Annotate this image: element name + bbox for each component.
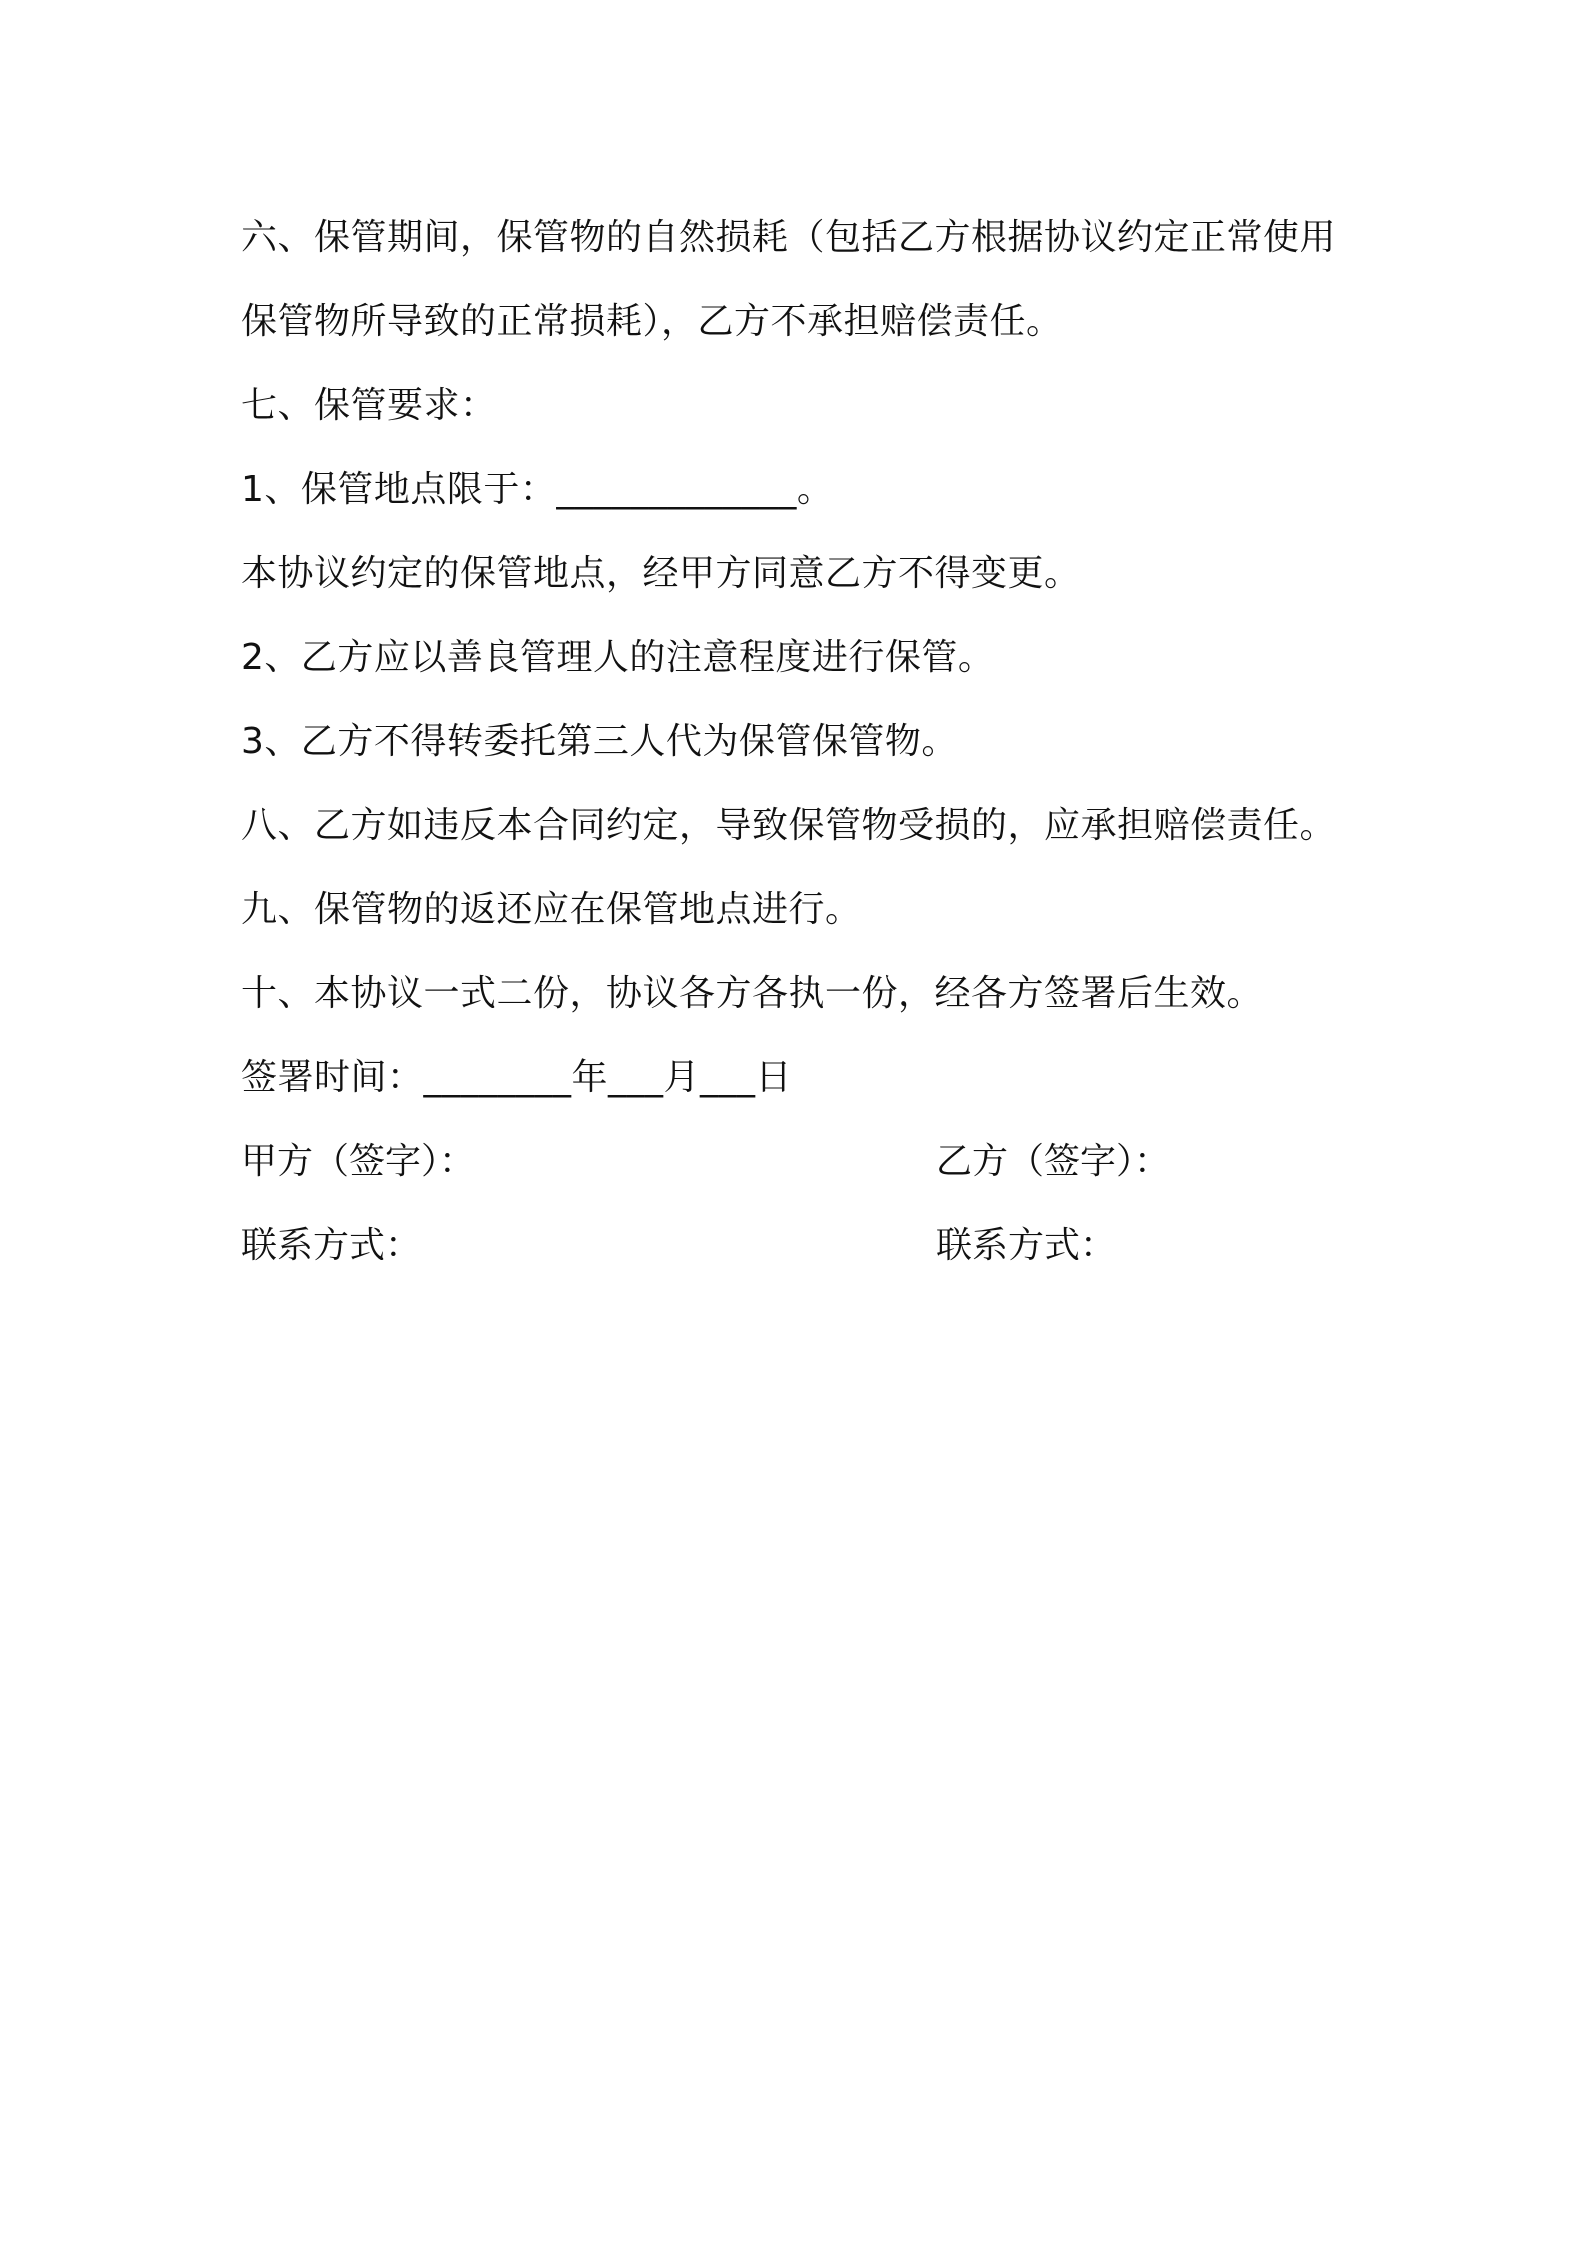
signature-row — [241, 1120, 1361, 1204]
clause-7-item-1: 1、保管地点限于：_____________。 — [241, 469, 834, 510]
clause-9: 九、保管物的返还应在保管地点进行。 — [241, 889, 862, 930]
party-a-contact: 联系方式： — [241, 1225, 422, 1266]
party-b-signature: 乙方（签字）： — [936, 1141, 1171, 1182]
signing-date: 签署时间：________年___月___日 — [241, 1057, 793, 1098]
contact-row — [241, 1204, 1361, 1288]
clause-7-note: 本协议约定的保管地点，经甲方同意乙方不得变更。 — [241, 553, 1081, 594]
clause-7-heading: 七、保管要求： — [241, 385, 497, 426]
clause-6-line-2: 保管物所导致的正常损耗），乙方不承担赔偿责任。 — [241, 301, 1063, 342]
party-a-signature: 甲方（签字）： — [241, 1141, 476, 1182]
clause-7-item-3: 3、乙方不得转委托第三人代为保管保管物。 — [241, 721, 958, 762]
party-b-contact: 联系方式： — [936, 1225, 1117, 1266]
clause-10: 十、本协议一式二份，协议各方各执一份，经各方签署后生效。 — [241, 973, 1264, 1014]
document-body — [241, 196, 1361, 1288]
clause-7-item-2: 2、乙方应以善良管理人的注意程度进行保管。 — [241, 637, 995, 678]
clause-6-line-1: 六、保管期间，保管物的自然损耗（包括乙方根据协议约定正常使用 — [241, 217, 1337, 258]
clause-8: 八、乙方如违反本合同约定，导致保管物受损的，应承担赔偿责任。 — [241, 805, 1337, 846]
